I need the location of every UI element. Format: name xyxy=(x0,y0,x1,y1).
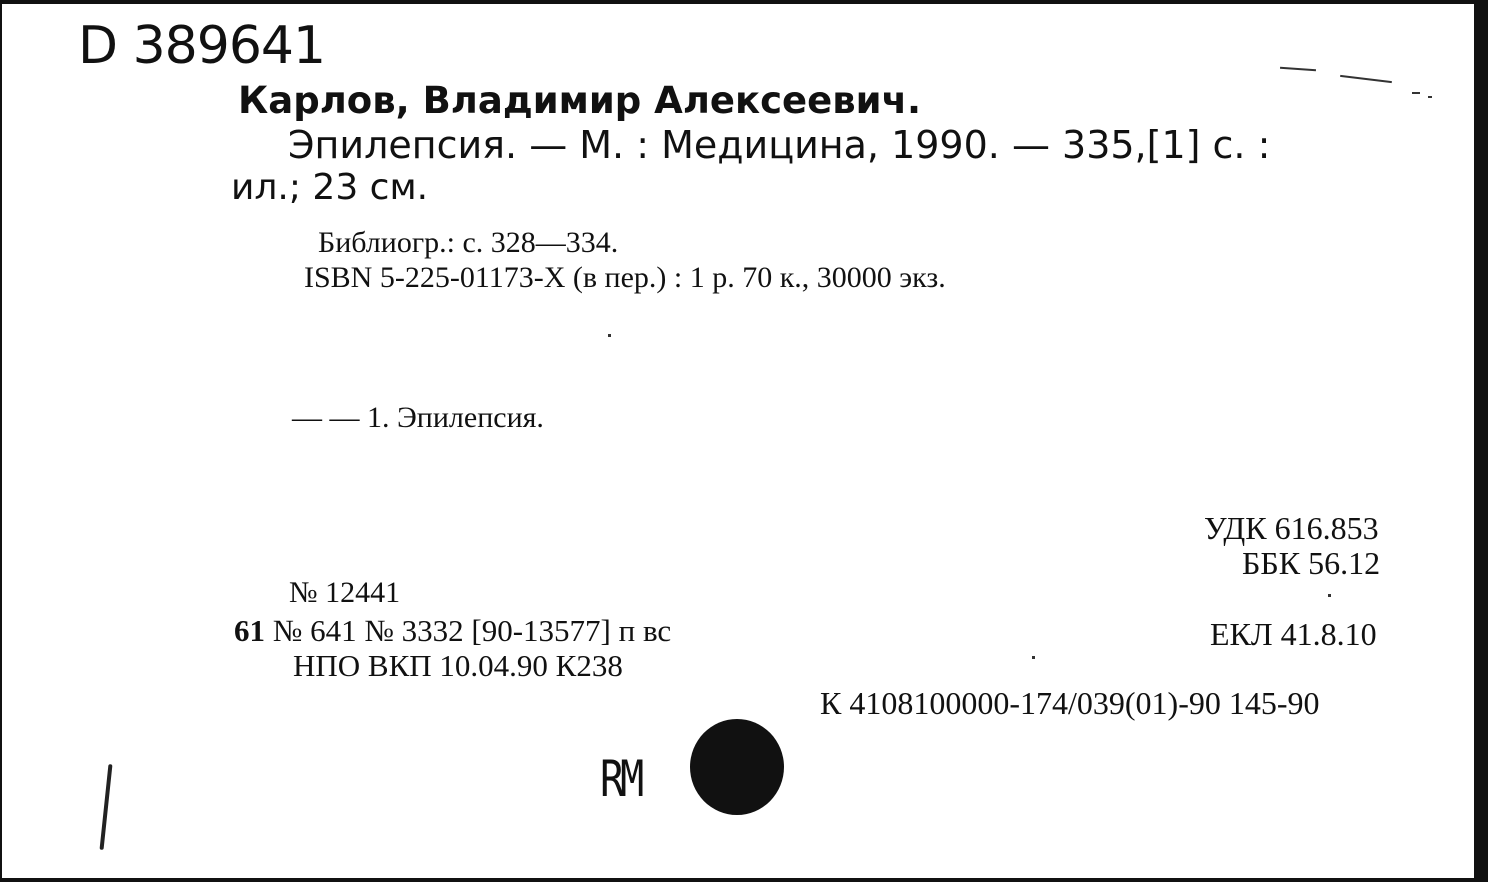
call-number: D 389641 xyxy=(78,16,326,76)
bibliography-note: Библиогр.: с. 328—334. xyxy=(318,226,619,259)
npo-line: НПО ВКП 10.04.90 К238 xyxy=(293,648,623,683)
accession-line xyxy=(234,615,671,646)
scan-speck xyxy=(1328,594,1331,597)
accession-details: № 641 № 3332 [90-13577] п вс xyxy=(265,613,672,648)
title-statement-line1: Эпилепсия. — М. : Медицина, 1990. — 335,[1] с. : xyxy=(288,123,1271,167)
scan-speck xyxy=(1032,656,1035,659)
k-code: К 4108100000-174/039(01)-90 145-90 xyxy=(820,685,1320,721)
scan-speck xyxy=(1340,75,1392,83)
black-dot-stamp xyxy=(690,719,784,815)
rm-stamp: RM xyxy=(600,750,641,808)
subject-heading: — — 1. Эпилепсия. xyxy=(292,401,544,434)
accession-prefix: 61 xyxy=(234,613,265,648)
scan-speck xyxy=(1428,96,1432,98)
udk-code: УДК 616.853 xyxy=(1204,510,1379,546)
isbn-line: ISBN 5-225-01173-X (в пер.) : 1 р. 70 к., 30000 экз. xyxy=(304,261,946,294)
title-statement-line2: ил.; 23 см. xyxy=(231,167,429,208)
registration-number: № 12441 xyxy=(289,576,401,609)
pencil-mark xyxy=(100,764,113,850)
scan-speck xyxy=(1280,67,1316,72)
author-heading: Карлов, Владимир Алексеевич. xyxy=(238,79,922,122)
bbk-code: ББК 56.12 xyxy=(1242,545,1381,581)
scan-speck xyxy=(608,334,611,337)
ekl-code: ЕКЛ 41.8.10 xyxy=(1210,616,1377,652)
scan-speck xyxy=(1412,92,1420,94)
